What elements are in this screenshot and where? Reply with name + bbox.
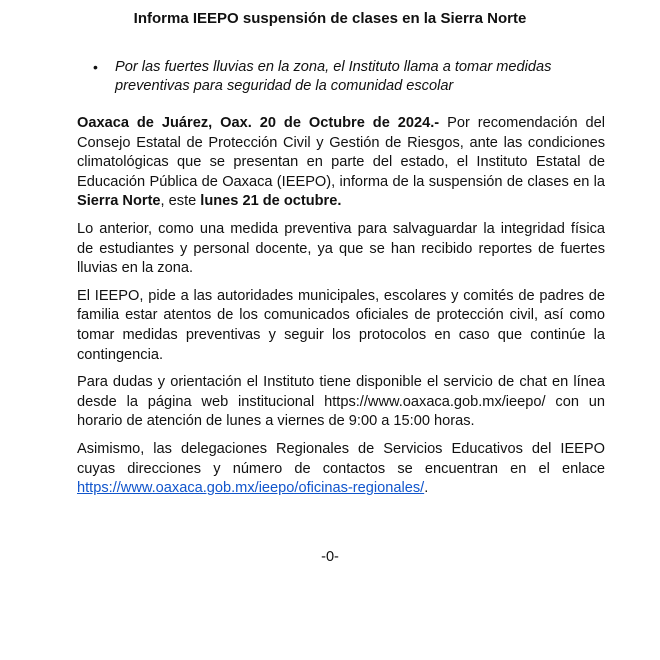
paragraph-1 — [77, 114, 605, 212]
paragraph-2: Lo anterior, como una medida preventiva para salvaguardar la integridad física de estudiantes y personal docente, ya que se han recibido reportes de fuertes lluvias en la zona. — [77, 220, 605, 277]
region-name: Sierra Norte — [77, 193, 161, 210]
paragraph-1-text-a: Por recomendación del Consejo Estatal de Protección Civil y Gestión de Riesgos, ante las condiciones climatológicas que se presentan en parte del estado, el Instituto Estatal de Educación Pública de Oaxaca (IEEPO), informa de la suspensión de clases en la — [77, 115, 605, 190]
closing-mark: -0- — [321, 549, 339, 565]
bullet-text: Por las fuertes lluvias en la zona, el Instituto llama a tomar medidas preventivas para seguridad de la comunidad escolar — [115, 59, 552, 94]
document-title: Informa IEEPO suspensión de clases en la Sierra Norte — [133, 10, 527, 27]
paragraph-1-text-b: , este — [160, 193, 201, 210]
subtitle-bullet — [93, 58, 613, 96]
suspension-date: lunes 21 de octubre. — [200, 193, 342, 210]
dateline: Oaxaca de Juárez, Oax. 20 de Octubre de 2024.- — [77, 115, 440, 131]
paragraph-3: El IEEPO, pide a las autoridades municipales, escolares y comités de padres de familia estar atentos de los comunicados oficiales de protección civil, así como tomar medidas preventivas y seguir los protocolos en caso que continúe la contingencia. — [77, 287, 605, 363]
regional-offices-link[interactable]: https://www.oaxaca.gob.mx/ieepo/oficinas-regionales/ — [77, 480, 425, 497]
paragraph-5-tail: . — [424, 480, 429, 497]
paragraph-4: Para dudas y orientación el Instituto tiene disponible el servicio de chat en línea desde la página web institucional https://www.oaxaca.gob.mx/ieepo/ con un horario de atención de lunes a viernes de 9:00 a 15:00 horas. — [77, 374, 605, 430]
paragraph-5 — [77, 440, 605, 499]
paragraph-5-text: Asimismo, las delegaciones Regionales de Servicios Educativos del IEEPO cuyas direcciones y número de contactos se encuentran en el enlace — [77, 440, 605, 477]
bullet-icon: • — [93, 59, 98, 75]
document-body — [77, 114, 605, 507]
